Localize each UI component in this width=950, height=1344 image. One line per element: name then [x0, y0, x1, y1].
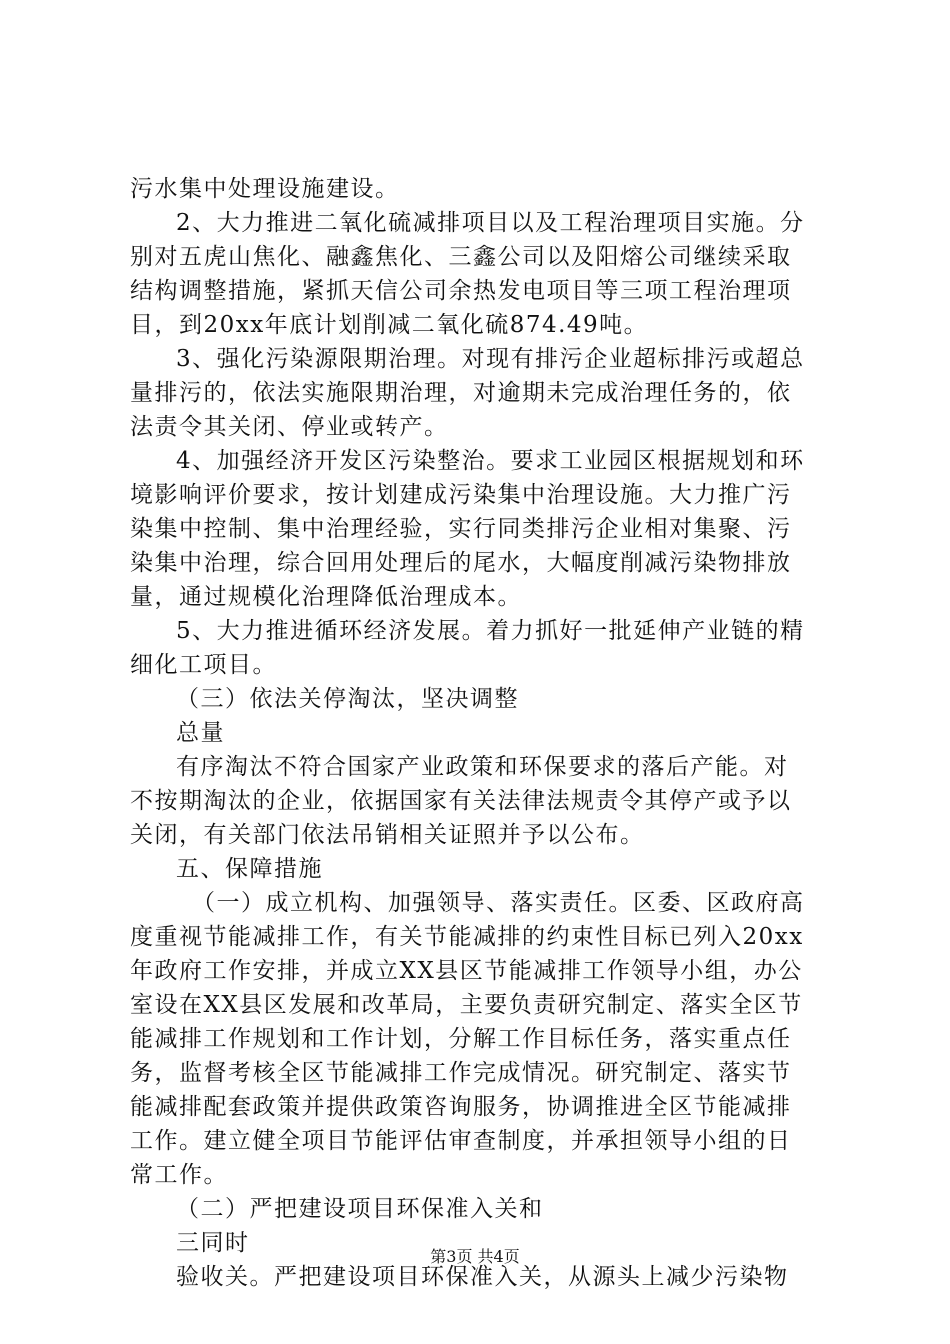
- text-line: 量排污的，依法实施限期治理，对逾期未完成治理任务的，依: [130, 380, 792, 406]
- text-line: 度重视节能减排工作，有关节能减排的约束性目标已列入20xx: [130, 924, 804, 950]
- page-footer: 第3页 共4页: [430, 1247, 520, 1266]
- text-line: 3、强化污染源限期治理。对现有排污企业超标排污或超总: [176, 346, 805, 372]
- text-line: 染集中控制、集中治理经验，实行同类排污企业相对集聚、污: [130, 516, 792, 542]
- text-line: （二）严把建设项目环保准入关和: [176, 1196, 544, 1222]
- text-line: 工作。建立健全项目节能评估审查制度，并承担领导小组的日: [130, 1128, 792, 1154]
- text-line: 有序淘汰不符合国家产业政策和环保要求的落后产能。对: [176, 754, 789, 780]
- text-line: 三同时: [176, 1230, 250, 1256]
- text-line: 验收关。严把建设项目环保准入关，从源头上减少污染物: [176, 1264, 789, 1290]
- text-line: 细化工项目。: [130, 652, 277, 678]
- text-line: 能减排配套政策并提供政策咨询服务，协调推进全区节能减排: [130, 1094, 792, 1120]
- text-line: 能减排工作规划和工作计划，分解工作目标任务，落实重点任: [130, 1026, 792, 1052]
- text-line: 常工作。: [130, 1162, 228, 1188]
- text-line: 年政府工作安排，并成立XX县区节能减排工作领导小组，办公: [130, 958, 803, 984]
- text-line: 4、加强经济开发区污染整治。要求工业园区根据规划和环: [176, 448, 805, 474]
- text-line: 结构调整措施，紧抓天信公司余热发电项目等三项工程治理项: [130, 278, 792, 304]
- text-line: （一）成立机构、加强领导、落实责任。区委、区政府高: [192, 890, 805, 916]
- text-line: 总量: [176, 720, 225, 746]
- text-line: （三）依法关停淘汰，坚决调整: [176, 686, 519, 712]
- text-line: 不按期淘汰的企业，依据国家有关法律法规责令其停产或予以: [130, 788, 792, 814]
- text-line: 五、保障措施: [176, 856, 323, 882]
- text-line: 2、大力推进二氧化硫减排项目以及工程治理项目实施。分: [176, 210, 805, 236]
- text-line: 法责令其关闭、停业或转产。: [130, 414, 449, 440]
- text-line: 量，通过规模化治理降低治理成本。: [130, 584, 522, 610]
- text-line: 室设在XX县区发展和改革局，主要负责研究制定、落实全区节: [130, 992, 803, 1018]
- text-line: 污水集中处理设施建设。: [130, 176, 400, 202]
- document-body: [130, 172, 830, 1294]
- text-line: 5、大力推进循环经济发展。着力抓好一批延伸产业链的精: [176, 618, 805, 644]
- text-line: 境影响评价要求，按计划建成污染集中治理设施。大力推广污: [130, 482, 792, 508]
- text-line: 关闭，有关部门依法吊销相关证照并予以公布。: [130, 822, 645, 848]
- text-line: 染集中治理，综合回用处理后的尾水，大幅度削减污染物排放: [130, 550, 792, 576]
- text-line: 务，监督考核全区节能减排工作完成情况。研究制定、落实节: [130, 1060, 792, 1086]
- text-line: 别对五虎山焦化、融鑫焦化、三鑫公司以及阳熔公司继续采取: [130, 244, 792, 270]
- text-line: 目，到20xx年底计划削减二氧化硫874.49吨。: [130, 312, 649, 338]
